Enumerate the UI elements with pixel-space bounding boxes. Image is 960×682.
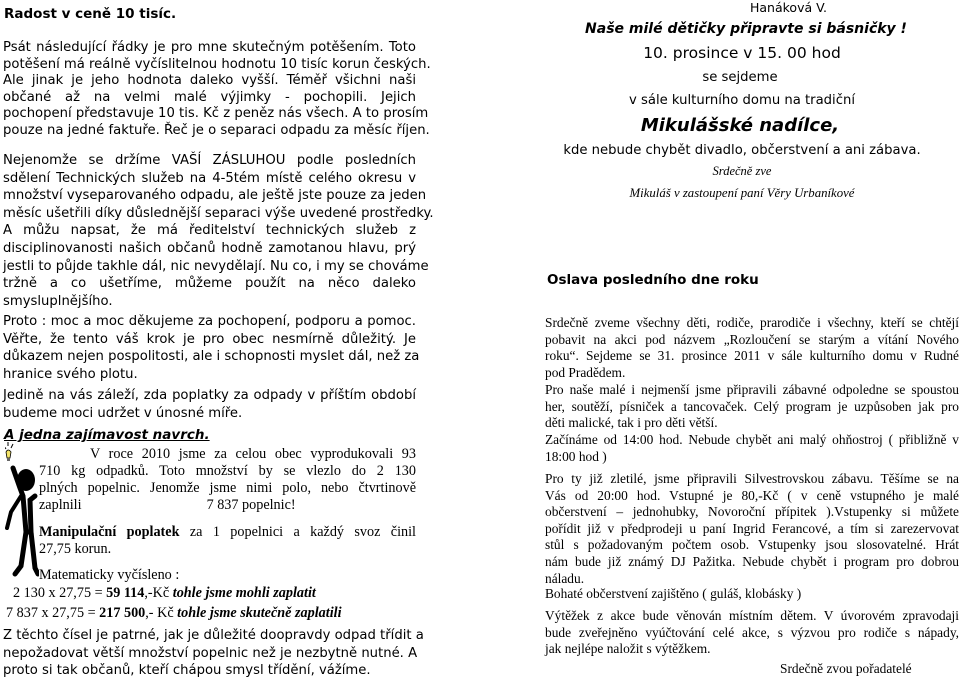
text-line: disciplinovanosti našich občanů hodně zamotanou hlavu, prý (3, 240, 416, 256)
text-line: Jedině na vás záleží, zda poplatky za odpady v příštím období (3, 388, 416, 403)
text-line: plných popelnic. Jenomže jsme nimi polo, nebo čtvrtinově (39, 480, 416, 496)
text-line: her, soutěží, písniček a tancovaček. Celý program je uzpůsoben jak pro (545, 398, 959, 414)
fact-fee (39, 524, 416, 558)
organizers-signoff: Srdečně zvou pořadatelé (780, 661, 912, 676)
equation-result: 217 500 (99, 605, 146, 621)
paragraph-start (545, 432, 959, 465)
stick-figure-idea-icon (5, 440, 39, 598)
paragraph-invitation (545, 315, 959, 381)
text-line: nám bude již známý DJ Pažitka. Nebude chybět i program pro dobrou (545, 553, 959, 569)
section-heading: Oslava posledního dne roku (547, 272, 759, 288)
text-line (39, 524, 416, 541)
paragraph-intro (3, 40, 431, 140)
section-subtitle: A jedna zajímavost navrch. (4, 427, 210, 443)
meet-line: se sejdeme (702, 70, 778, 85)
text-fragment: za 1 popelnici a každý svoz činil (189, 524, 416, 540)
text-line: V roce 2010 jsme za celou obec vyprodukovali 93 (90, 446, 416, 462)
text-line: jestli to půjde takhle dál, nic nevydělají. Nu co, i my se chováme (3, 258, 429, 274)
text-line: Psát následující řádky je pro mne skutečným potěšením. Toto (3, 40, 416, 55)
text-line: pochopení představuje 10 tis. Kč z peněz nás všech. A to prosím (3, 106, 429, 122)
text-line: bude zveřejněno vyúčtování celé akce, s výzvou pro rodiče s nápady, (545, 624, 959, 640)
text-line: smysluplnějšího. (3, 293, 113, 309)
bins-count: 7 837 popelnic! (206, 497, 296, 513)
text-line: sdělení Technických služeb na 4-5tém místě celého okresu v (3, 170, 416, 186)
paragraph-children (545, 382, 959, 432)
text-line: jak nejlépe naložit s výtěžkem. (545, 641, 711, 657)
host-line: Mikuláš v zastoupení paní Věry Urbaníkové (629, 186, 855, 200)
text-fragment: zaplnili (39, 497, 82, 513)
text-line: nepožadovat větší množství popelnic než je nezbytně nutné. A (3, 645, 418, 661)
math-label: Matematicky vyčísleno : (39, 567, 180, 583)
refreshments-line: Bohaté občerstvení zajištěno ( guláš, klobásky ) (545, 586, 802, 601)
equation-text: 2 130 x 27,75 = (13, 585, 107, 601)
text-line: proto si tak občanů, kteří chápou smysl třídění, vážíme. (3, 663, 371, 679)
text-line: Pro ty již zletilé, jsme připravili Silvestrovskou zábavu. Těšíme se na (545, 471, 959, 486)
text-line: měsíc ušetřili díky důslednější separaci výše uvedené prostředky. (3, 205, 434, 221)
text-line: tržně a co ušetříme, můžeme použít na něco daleko (3, 276, 416, 292)
text-line: pouze na jedné faktuře. Řeč je o separaci odpadu za měsíc říjen. (3, 122, 430, 138)
text-line: Začínáme od 14:00 hod. Nebude chybět ani malý ohňostroj ( přibližně v (545, 432, 959, 447)
text-line: Výtěžek z akce bude věnován místním dětem. V úvorovém zpravodaji (545, 608, 959, 623)
event-name: Mikulášské nadílce, (640, 115, 840, 136)
equation-potential (13, 585, 316, 602)
paragraph-proceeds (545, 608, 959, 658)
text-line: potěšení má reálně vyčíslitelnou hodnotu 10 tisíc korun českých. (3, 56, 431, 72)
text-line: Srdečně zveme všechny děti, rodiče, prarodiče i všechny, kteří se chtějí (545, 315, 959, 330)
text-line: Vás od 20:00 hod. Vstupné je 80,-Kč ( v ceně vstupného je malé (545, 487, 959, 503)
text-line: děti malické, tak i pro děti větší. (545, 415, 718, 431)
fact-waste (39, 446, 416, 514)
equation-note: tohle jsme skutečně zaplatili (177, 605, 342, 621)
equation-text: ,-Kč (144, 585, 173, 601)
invite-line: Srdečně zve (712, 164, 772, 178)
author-signature: Hanáková V. (750, 0, 828, 15)
text-line: občané až na velmi malé výjimky - pochopili. Jejich (3, 89, 416, 105)
article-title: Radost v ceně 10 tisíc. (4, 6, 177, 22)
text-line: občerstvení – jednohubky, Novoroční přípitek ).Vstupenky si můžete (545, 504, 959, 520)
text-line: 710 kg odpadků. Toto množství by se vlezlo do 2 130 (39, 463, 416, 479)
text-line: pořídit již v předprodeji u paní Ingrid Ferancové, a tím si zarezervovat (545, 520, 959, 536)
text-line: Pro naše malé i nejmenší jsme připravili zábavné odpoledne se spoustou (545, 382, 959, 397)
event-date: 10. prosince v 15. 00 hod (643, 44, 841, 62)
equation-result: 59 114 (106, 585, 145, 601)
text-line: Věřte, že tento váš krok je pro obec nesmírně důležitý. Je (3, 331, 416, 347)
paragraph-thanks (3, 313, 420, 383)
text-line: stůl s požadovaným počtem osob. Vstupenky jsou slosovatelné. Hrát (545, 537, 959, 553)
equation-text: ,- Kč (145, 605, 178, 621)
text-line: Proto : moc a moc děkujeme za pochopení, podporu a pomoc. (3, 314, 416, 329)
text-line: A můžu napsat, že má ředitelství technických služeb z (3, 223, 416, 239)
text-line: pod Pradědem. (545, 364, 626, 380)
equation-text: 7 837 x 27,75 = (6, 605, 100, 621)
text-line: náladu. (545, 570, 585, 586)
text-line (39, 497, 416, 514)
event-description: kde nebude chybět divadlo, občerstvení a ani zábava. (563, 143, 921, 158)
text-line: Nejenomže se držíme VAŠÍ ZÁSLUHOU podle posledních (3, 153, 416, 168)
text-line: 27,75 korun. (39, 541, 112, 557)
paragraph-party (545, 471, 959, 587)
paragraph-results (3, 152, 434, 310)
text-line: Z těchto čísel je patrné, jak je důležité doopravdy odpad třídit a (3, 628, 424, 643)
text-line: množství vyseparovaného odpadu, ale ještě jste pouze za jeden (3, 188, 427, 204)
text-line: Ale jinak je jeho hodnota daleko vyšší. Téměř všichni naši (3, 73, 416, 89)
text-line: hranice svého plotu. (3, 366, 138, 382)
equation-actual (6, 605, 342, 622)
paragraph-conclusion (3, 627, 424, 680)
text-line: roku“. Sejdeme se 31. prosince 2011 v sále kulturního domu v Rudné (545, 348, 959, 364)
text-line: pobavit na akci pod názvem „Rozloučení se starým a vítání Nového (545, 331, 959, 347)
place-line: v sále kulturního domu na tradiční (629, 93, 855, 108)
paragraph-fees (3, 387, 416, 422)
text-line: důkazem nejen pospolitosti, ale i schopnosti myslet dál, než za (3, 349, 420, 365)
equation-note: tohle jsme mohli zaplatit (172, 585, 316, 601)
fee-label: Manipulační poplatek (39, 524, 180, 540)
text-line: budeme moci udržet v únosné míře. (3, 405, 243, 421)
text-line: 18:00 hod ) (545, 448, 607, 464)
poem-invite: Naše milé dětičky připravte si básničky ! (585, 21, 907, 37)
